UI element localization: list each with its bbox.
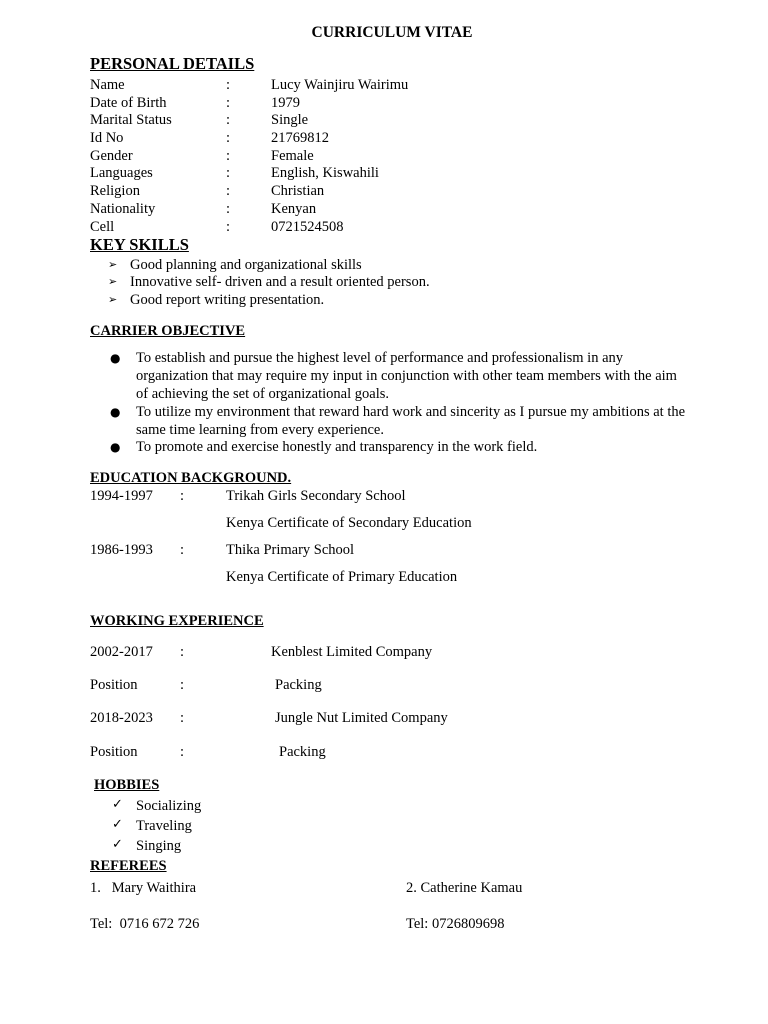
arrow-bullet-icon: ➢ — [108, 275, 118, 288]
experience-label: 2018-2023 — [90, 710, 153, 726]
separator-colon: : — [180, 488, 185, 504]
skill-text: Innovative self- driven and a result oriented person. — [130, 274, 430, 290]
separator-colon: : — [180, 744, 185, 760]
separator-colon: : — [226, 165, 231, 181]
separator-colon: : — [226, 183, 231, 199]
experience-label: Position — [90, 744, 138, 760]
bullet-icon: ● — [110, 351, 121, 365]
key-skills-heading: KEY SKILLS — [90, 235, 189, 254]
education-heading: EDUCATION BACKGROUND. — [90, 470, 292, 486]
separator-colon: : — [180, 644, 185, 660]
personal-value: 21769812 — [271, 130, 329, 146]
personal-label: Id No — [90, 130, 124, 146]
personal-label: Languages — [90, 165, 153, 181]
objective-text: To utilize my environment that reward hard work and sincerity as I pursue my ambitions at the same time learning from every experience. — [136, 404, 686, 438]
personal-value: Lucy Wainjiru Wairimu — [271, 77, 409, 93]
separator-colon: : — [226, 95, 231, 111]
hobby-text: Socializing — [136, 798, 202, 814]
hobby-text: Traveling — [136, 818, 192, 834]
separator-colon: : — [180, 542, 185, 558]
personal-value: Kenyan — [271, 201, 317, 217]
separator-colon: : — [226, 77, 231, 93]
hobbies-heading: HOBBIES — [94, 777, 160, 793]
referees-heading: REFEREES — [90, 858, 167, 874]
education-years: 1986-1993 — [90, 542, 153, 558]
personal-value: Christian — [271, 183, 325, 199]
personal-value: Female — [271, 148, 314, 164]
experience-value: Kenblest Limited Company — [271, 644, 433, 660]
separator-colon: : — [226, 148, 231, 164]
personal-label: Cell — [90, 219, 115, 235]
document-title: CURRICULUM VITAE — [311, 24, 473, 41]
personal-label: Gender — [90, 148, 133, 164]
experience-label: Position — [90, 677, 138, 693]
bullet-icon: ● — [110, 405, 121, 419]
experience-value: Packing — [279, 744, 326, 760]
personal-value: Single — [271, 112, 309, 128]
experience-heading: WORKING EXPERIENCE — [90, 613, 264, 629]
referee-name: 2. Catherine Kamau — [406, 880, 523, 896]
separator-colon: : — [180, 677, 185, 693]
personal-value: English, Kiswahili — [271, 165, 379, 181]
personal-value: 1979 — [271, 95, 300, 111]
education-school: Trikah Girls Secondary School — [226, 488, 406, 504]
education-school: Thika Primary School — [226, 542, 355, 558]
separator-colon: : — [226, 219, 231, 235]
objective-text: To establish and pursue the highest level of performance and professionalism in any organization that may require my input in conjunction with other team members with the aim of achieving the set of organizational goals. — [136, 350, 677, 402]
separator-colon: : — [226, 112, 231, 128]
arrow-bullet-icon: ➢ — [108, 293, 118, 306]
experience-value: Jungle Nut Limited Company — [275, 710, 448, 726]
education-years: 1994-1997 — [90, 488, 153, 504]
skill-text: Good report writing presentation. — [130, 292, 325, 308]
checkmark-icon: ✓ — [112, 797, 123, 812]
experience-value: Packing — [275, 677, 322, 693]
personal-label: Religion — [90, 183, 140, 199]
separator-colon: : — [226, 201, 231, 217]
checkmark-icon: ✓ — [112, 837, 123, 852]
education-certificate: Kenya Certificate of Primary Education — [226, 569, 458, 585]
personal-value: 0721524508 — [271, 219, 344, 235]
separator-colon: : — [226, 130, 231, 146]
checkmark-icon: ✓ — [112, 817, 123, 832]
education-certificate: Kenya Certificate of Secondary Education — [226, 515, 472, 531]
skill-text: Good planning and organizational skills — [130, 257, 362, 273]
personal-label: Name — [90, 77, 125, 93]
experience-label: 2002-2017 — [90, 644, 153, 660]
arrow-bullet-icon: ➢ — [108, 258, 118, 271]
personal-label: Nationality — [90, 201, 156, 217]
bullet-icon: ● — [110, 440, 121, 454]
separator-colon: : — [180, 710, 185, 726]
personal-label: Marital Status — [90, 112, 172, 128]
personal-details-heading: PERSONAL DETAILS — [90, 54, 255, 73]
objective-heading: CARRIER OBJECTIVE — [90, 323, 246, 339]
referee-name: 1. Mary Waithira — [90, 880, 197, 896]
hobby-text: Singing — [136, 838, 182, 854]
referee-phone: Tel: 0716 672 726 — [90, 916, 200, 932]
personal-label: Date of Birth — [90, 95, 167, 111]
objective-text: To promote and exercise honestly and transparency in the work field. — [136, 439, 538, 455]
referee-phone: Tel: 0726809698 — [406, 916, 505, 932]
